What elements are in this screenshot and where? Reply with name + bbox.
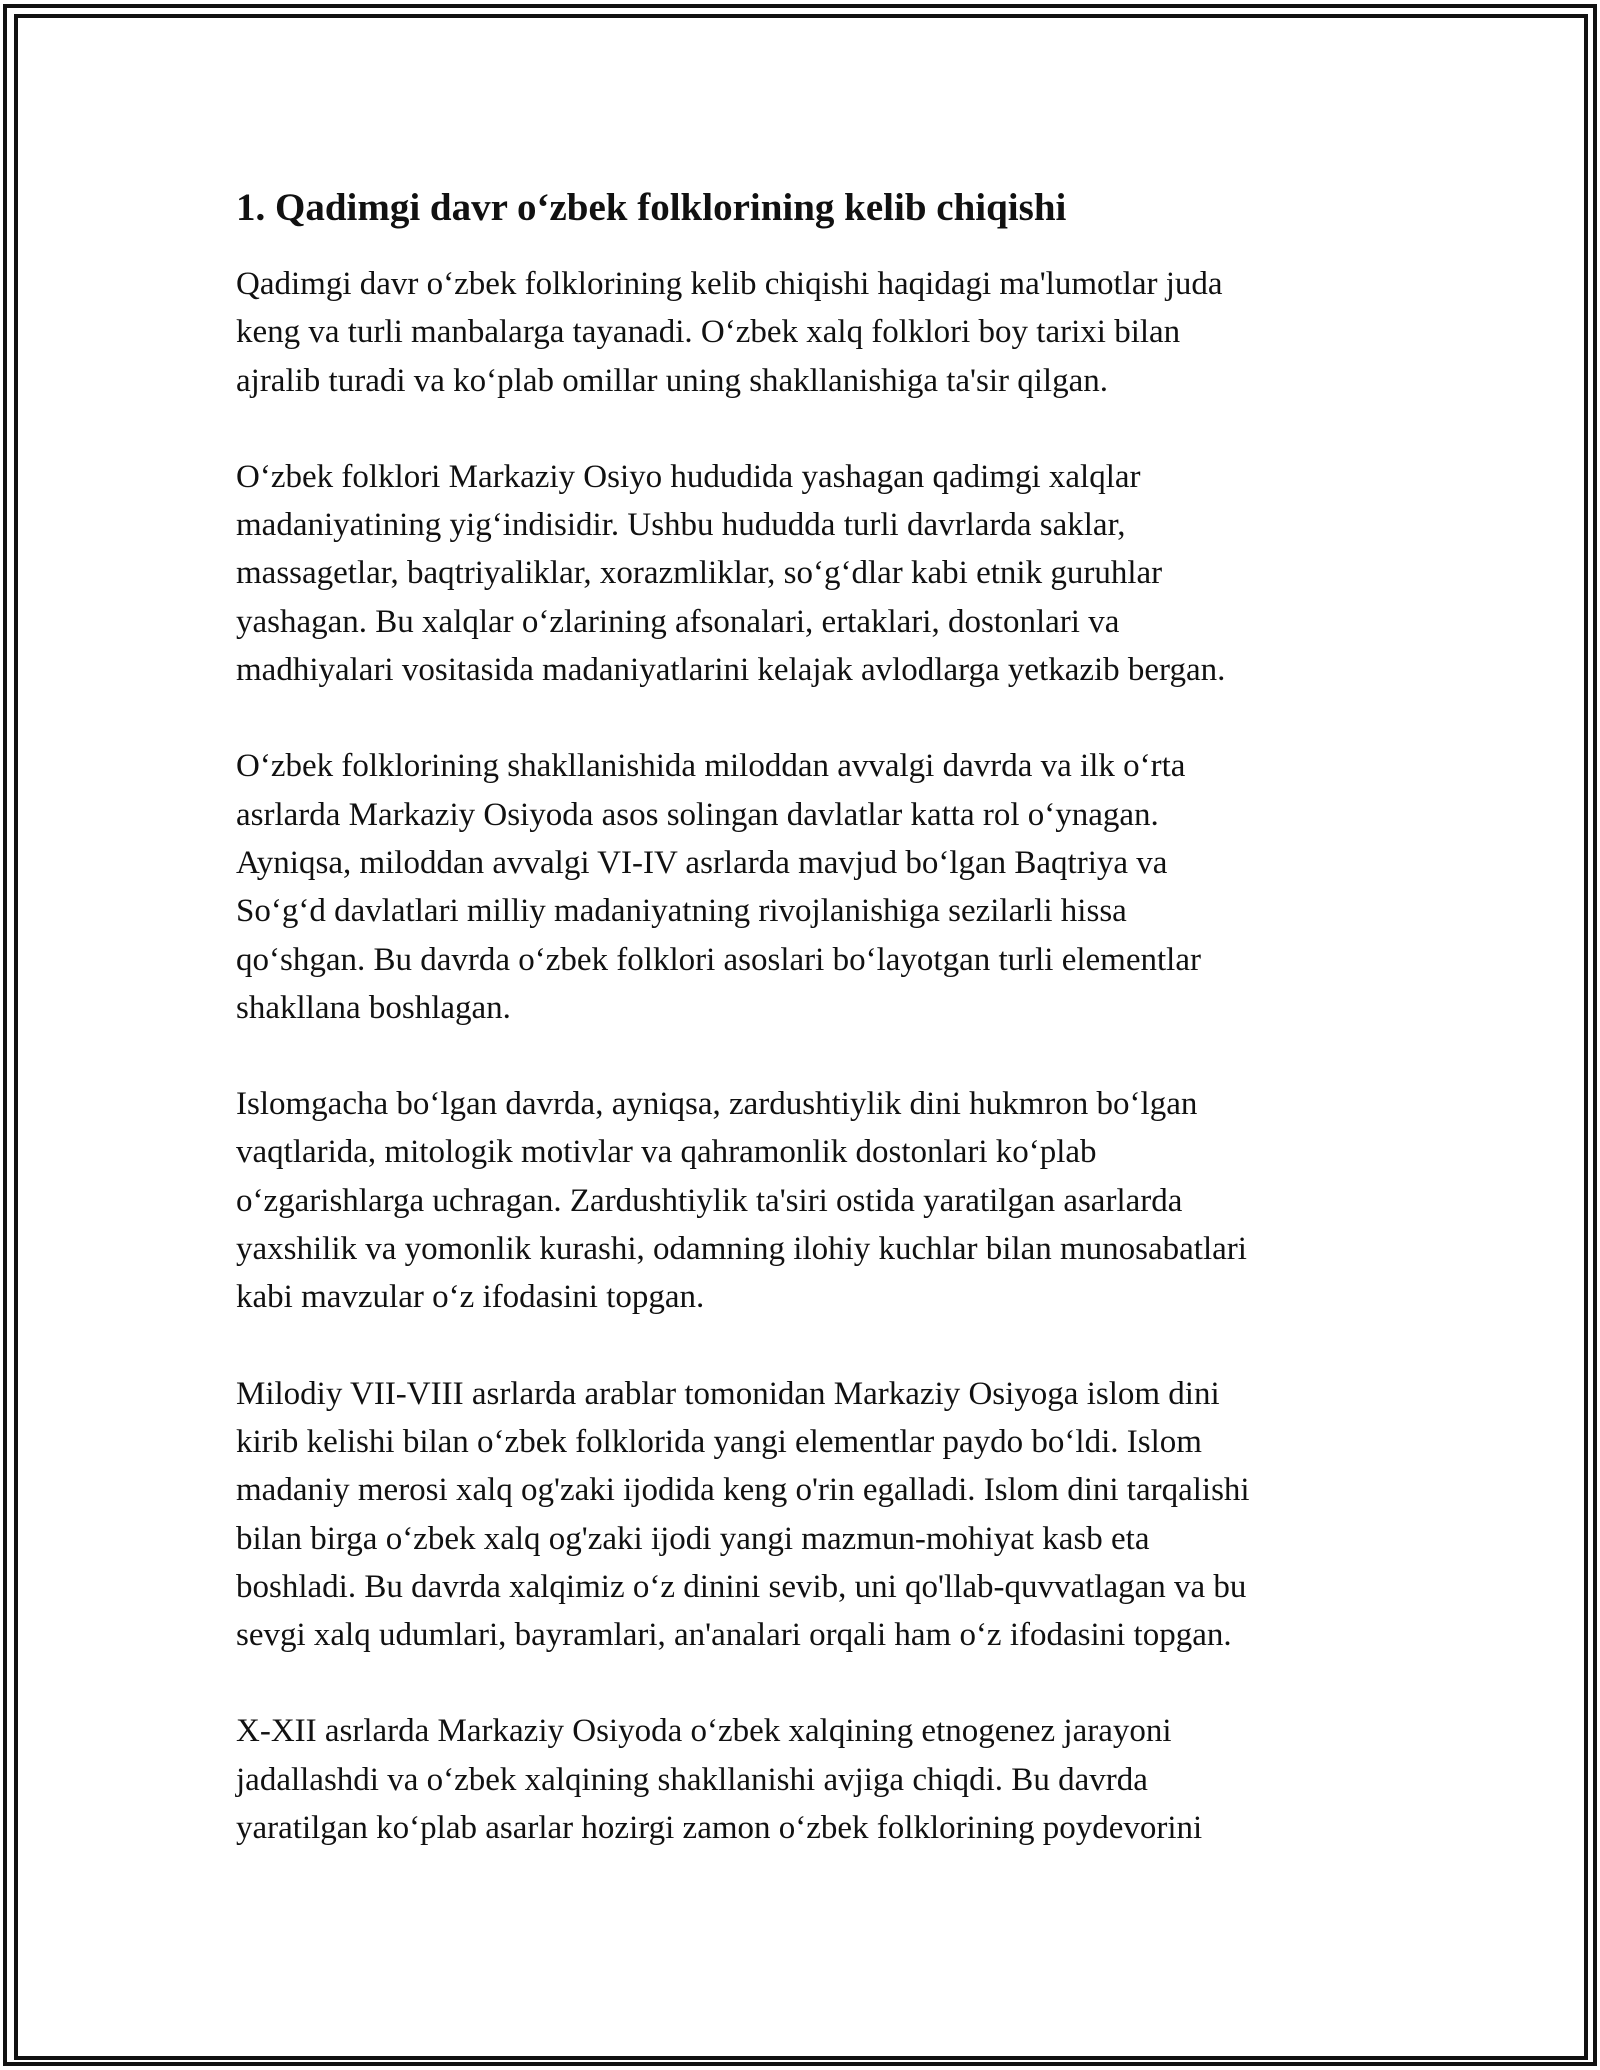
text-line: vaqtlarida, mitologik motivlar va qahramonlik dostonlari ko‘plab (236, 1134, 1097, 1171)
document-body (236, 184, 1376, 1900)
text-line: shakllana boshlagan. (236, 989, 511, 1026)
text-line: madhiyalari vositasida madaniyatlarini kelajak avlodlarga yetkazib bergan. (236, 652, 1226, 689)
text-line: asrlarda Markaziy Osiyoda asos solingan davlatlar katta rol o‘ynagan. (236, 796, 1159, 833)
text-line: madaniyatining yig‘indisidir. Ushbu hududda turli davrlarda saklar, (236, 507, 1126, 544)
text-line: yaxshilik va yomonlik kurashi, odamning ilohiy kuchlar bilan munosabatlari (236, 1231, 1247, 1268)
text-line: yashagan. Bu xalqlar o‘zlarining afsonalari, ertaklari, dostonlari va (236, 603, 1120, 640)
page-title: 1. Qadimgi davr o‘zbek folklorining kelib chiqishi (236, 186, 1067, 229)
text-line: Qadimgi davr o‘zbek folklorining kelib chiqishi haqidagi ma'lumotlar juda (236, 266, 1223, 302)
text-line: boshladi. Bu davrda xalqimiz o‘z dinini sevib, uni qo'llab-quvvatlagan va bu (236, 1568, 1247, 1605)
text-line: keng va turli manbalarga tayanadi. O‘zbek xalq folklori boy tarixi bilan (236, 314, 1181, 351)
text-line: o‘zgarishlarga uchragan. Zardushtiylik ta'siri ostida yaratilgan asarlarda (236, 1182, 1183, 1219)
text-line: Ayniqsa, miloddan avvalgi VI-IV asrlarda mavjud bo‘lgan Baqtriya va (236, 844, 1168, 881)
paragraph-2 (236, 453, 1376, 694)
paragraph-5 (236, 1370, 1376, 1660)
text-line: O‘zbek folklorining shakllanishida miloddan avvalgi davrda va ilk o‘rta (236, 748, 1186, 785)
text-line: madaniy merosi xalq og'zaki ijodida keng o'rin egalladi. Islom dini tarqalishi (236, 1472, 1250, 1509)
paragraph-4 (236, 1080, 1376, 1321)
text-line: Milodiy VII-VIII asrlarda arablar tomonidan Markaziy Osiyoga islom dini (236, 1375, 1220, 1412)
text-line: kirib kelishi bilan o‘zbek folklorida yangi elementlar paydo bo‘ldi. Islom (236, 1423, 1202, 1460)
text-line: sevgi xalq udumlari, bayramlari, an'analari orqali ham o‘z ifodasini topgan. (236, 1617, 1232, 1654)
text-line: jadallashdi va o‘zbek xalqining shakllanishi avjiga chiqdi. Bu davrda (236, 1761, 1148, 1798)
text-line: Islomgacha bo‘lgan davrda, ayniqsa, zardushtiylik dini hukmron bo‘lgan (236, 1086, 1198, 1123)
text-line: yaratilgan ko‘plab asarlar hozirgi zamon o‘zbek folklorining poydevorini (236, 1810, 1203, 1847)
paragraph-1 (236, 260, 1376, 405)
text-line: kabi mavzular o‘z ifodasini topgan. (236, 1279, 705, 1316)
text-line: massagetlar, baqtriyaliklar, xorazmliklar, so‘g‘dlar kabi etnik guruhlar (236, 555, 1163, 592)
text-line: X-XII asrlarda Markaziy Osiyoda o‘zbek xalqining etnogenez jarayoni (236, 1713, 1172, 1750)
text-line: bilan birga o‘zbek xalq og'zaki ijodi yangi mazmun-mohiyat kasb eta (236, 1520, 1150, 1557)
text-line: So‘g‘d davlatlari milliy madaniyatning rivojlanishiga sezilarli hissa (236, 893, 1127, 930)
text-line: qo‘shgan. Bu davrda o‘zbek folklori asoslari bo‘layotgan turli elementlar (236, 941, 1201, 978)
paragraph-3 (236, 742, 1376, 1032)
text-line: O‘zbek folklori Markaziy Osiyo hududida yashagan qadimgi xalqlar (236, 458, 1141, 495)
paragraph-6 (236, 1707, 1376, 1852)
text-line: ajralib turadi va ko‘plab omillar uning shakllanishiga ta'sir qilgan. (236, 362, 1108, 399)
